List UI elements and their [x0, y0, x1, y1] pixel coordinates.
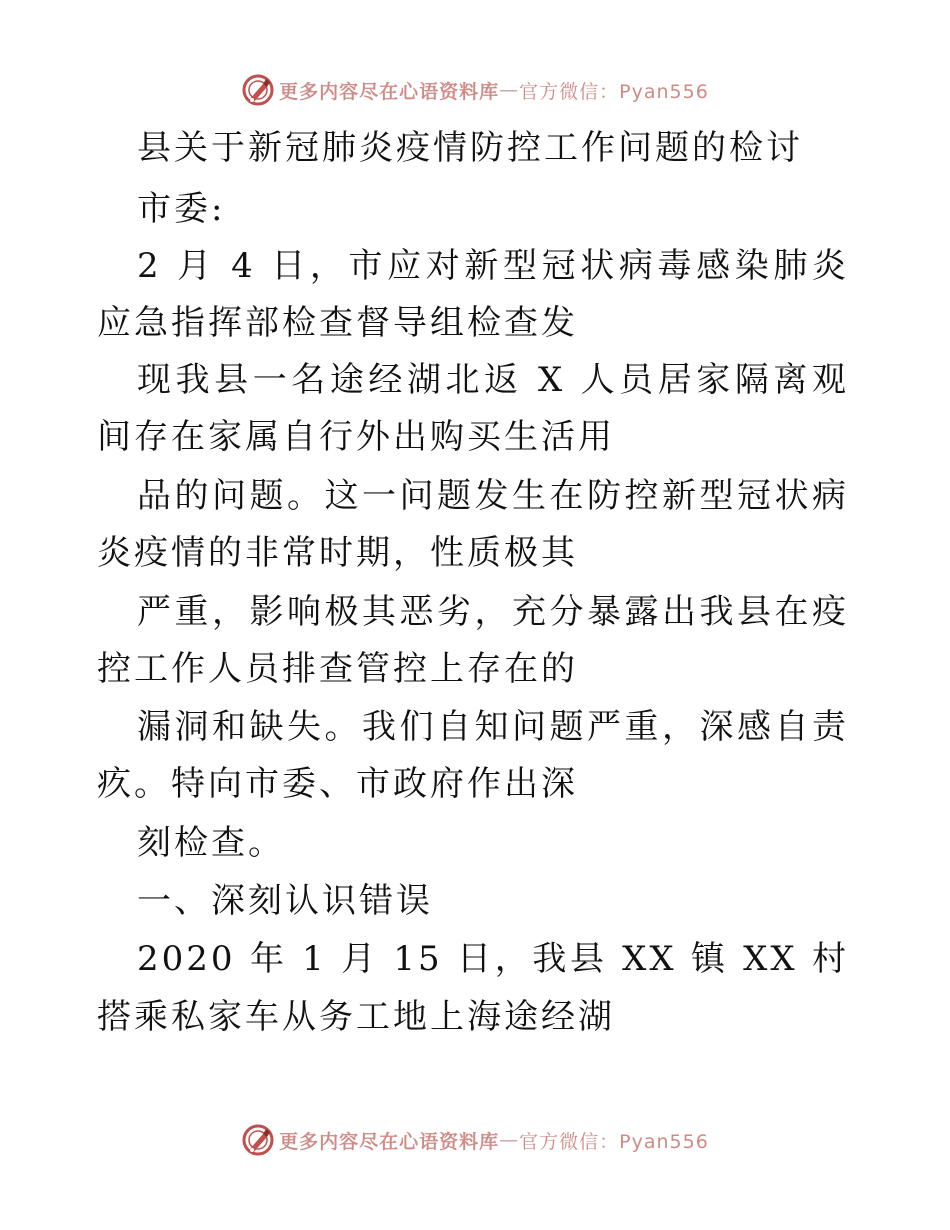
- paragraph-line: 漏洞和缺失。我们自知问题严重，深感自责: [137, 707, 849, 747]
- salutation: 市委:: [137, 189, 226, 229]
- footer-watermark: [0, 1122, 950, 1158]
- paragraph-line: 2020 年 1 月 15 日，我县 XX 镇 XX 村: [137, 939, 849, 979]
- watermark-main-text: 更多内容尽在心语资料库: [279, 80, 500, 103]
- paragraph-line: 2 月 4 日，市应对新型冠状病毒感染肺炎: [137, 246, 849, 286]
- paragraph-line: 搭乘私家车从务工地上海途经湖: [97, 997, 615, 1037]
- paragraph-line: 炎疫情的非常时期，性质极其: [97, 533, 578, 573]
- watermark-account-text: 官方微信：Pyan556: [519, 80, 709, 103]
- pen-logo-icon: [241, 1123, 275, 1157]
- paragraph-line: 品的问题。这一问题发生在防控新型冠状病: [137, 476, 849, 516]
- paragraph-line: 现我县一名途经湖北返 X 人员居家隔离观: [137, 360, 849, 400]
- watermark-main-text: 更多内容尽在心语资料库: [279, 1130, 500, 1153]
- watermark-dash: —: [499, 79, 520, 101]
- watermark-account-text: 官方微信：Pyan556: [519, 1130, 709, 1153]
- document-title: 县关于新冠肺炎疫情防控工作问题的检讨: [137, 128, 803, 168]
- paragraph-line: 应急指挥部检查督导组检查发: [97, 303, 578, 343]
- section-heading: 一、深刻认识错误: [137, 881, 433, 921]
- watermark-dash: —: [499, 1129, 520, 1151]
- paragraph-line: 疚。特向市委、市政府作出深: [97, 764, 578, 804]
- paragraph-line: 控工作人员排查管控上存在的: [97, 649, 578, 689]
- paragraph-line: 刻检查。: [137, 823, 285, 863]
- paragraph-line: 间存在家属自行外出购买生活用: [97, 417, 615, 457]
- paragraph-line: 严重，影响极其恶劣，充分暴露出我县在疫: [137, 592, 849, 632]
